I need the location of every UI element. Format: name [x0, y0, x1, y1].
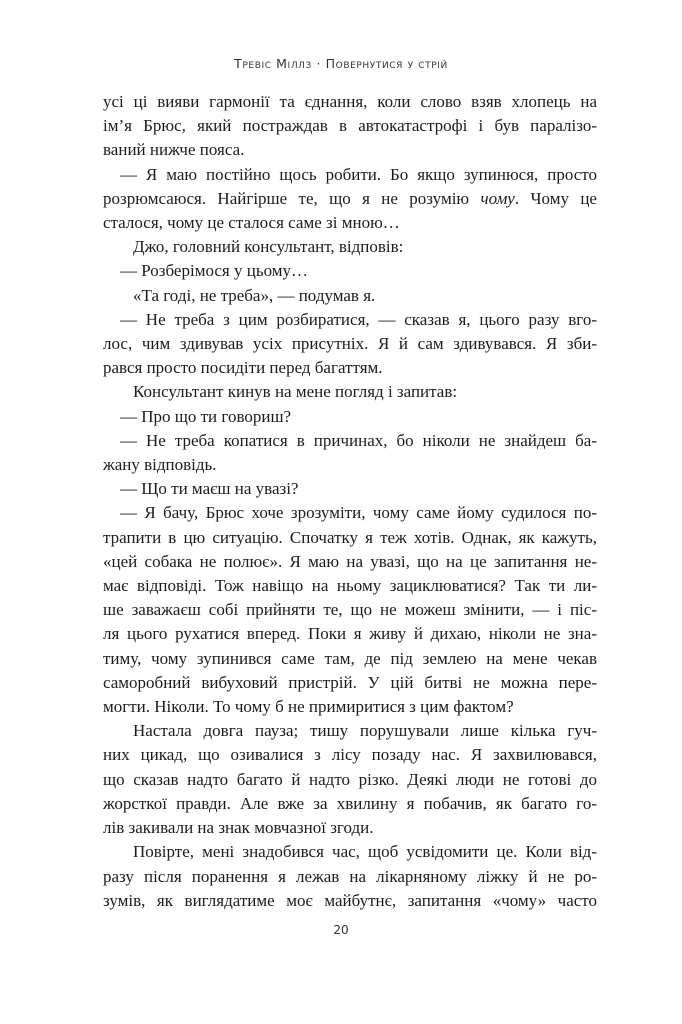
running-header: Тревіс Міллз · Повернутися у стрій: [234, 56, 448, 71]
text-line-content: рався просто посидіти перед багаттям.: [103, 358, 383, 378]
page-number: 20: [333, 923, 349, 937]
text-line: [103, 284, 597, 308]
text-line-content: — Я маю постійно щось робити. Бо якщо зупинюся, просто: [120, 164, 597, 184]
text-line: [103, 719, 597, 743]
text-line-content: лос, чим здивував усіх присутніх. Я й сам здивувався. Я зби-: [103, 334, 597, 354]
text-line-content: ім’я Брюс, який постраждав в автокатастрофі і був паралізо-: [103, 116, 597, 136]
text-line: [103, 211, 597, 235]
text-line-content: Джо, головний консультант, відповів:: [133, 237, 404, 257]
text-line: [103, 889, 597, 913]
text-line: [103, 235, 597, 259]
text-line-content: зумів, як виглядатиме моє майбутнє, запитання «чому» часто: [103, 890, 597, 910]
text-line-content: жану відповідь.: [103, 455, 217, 475]
text-line: [103, 114, 597, 138]
text-line: [103, 574, 597, 598]
text-line-content: «цей собака не полює». Я маю на увазі, що на це запитання не-: [103, 551, 597, 571]
text-line: [103, 308, 597, 332]
text-line-content: ше заважаєш собі прийняти те, що не можеш змінити, — і піс-: [103, 600, 597, 620]
text-line-content: — Не треба з цим розбиратися, — сказав я, цього разу вго-: [120, 309, 597, 329]
text-line-content: усі ці вияви гармонії та єднання, коли слово взяв хлопець на: [103, 92, 597, 111]
text-line: [103, 768, 597, 792]
text-line-content: — Я бачу, Брюс хоче зрозуміти, чому саме йому судилося по-: [120, 503, 597, 523]
text-line: [103, 647, 597, 671]
text-line-content: «Та годі, не треба», — подумав я.: [133, 285, 376, 305]
text-line: [103, 671, 597, 695]
text-line: [103, 380, 597, 404]
text-line: [103, 259, 597, 283]
text-line-content: могти. Ніколи. То чому б не примиритися з цим фактом?: [103, 697, 514, 717]
text-line-content: Настала довга пауза; тишу порушували лише кілька гуч-: [133, 721, 597, 741]
text-line-content: жорсткої правди. Але вже за хвилину я побачив, як багато го-: [103, 793, 597, 813]
text-line: [103, 429, 597, 453]
text-line-content: ваний нижче пояса.: [103, 140, 245, 160]
text-line-content: Консультант кинув на мене погляд і запитав:: [133, 382, 458, 402]
text-line: [103, 501, 597, 525]
text-line-content: тиму, чому зупинився саме там, де під землею на мене чекав: [103, 648, 597, 668]
text-line: [103, 405, 597, 429]
text-line: [103, 622, 597, 646]
text-line-content: що сказав надто багато й надто різко. Деякі люди не готові до: [103, 769, 597, 789]
text-line: [103, 526, 597, 550]
text-line: [103, 163, 597, 187]
text-line: [103, 865, 597, 889]
text-line: [103, 816, 597, 840]
text-line-content: — Що ти маєш на увазі?: [120, 479, 299, 499]
text-line: [103, 90, 597, 114]
text-line-content: — Не треба копатися в причинах, бо ніколи не знайдеш ба-: [120, 430, 597, 450]
text-line-continuation: . Чому це: [514, 188, 597, 208]
text-line-content: сталося, чому це сталося саме зі мною…: [103, 213, 400, 233]
text-line-content: ля цього рухатися вперед. Поки я живу й дихаю, ніколи не зна-: [103, 624, 597, 644]
body-text: [103, 90, 597, 913]
text-line: [103, 453, 597, 477]
text-line: [103, 840, 597, 864]
text-line: [103, 138, 597, 162]
text-line: [103, 332, 597, 356]
text-line-content: — Про що ти говориш?: [120, 406, 292, 426]
text-line-content: саморобний вибуховий пристрій. У цій битві не можна пере-: [103, 672, 597, 692]
text-line: [103, 792, 597, 816]
text-line-content: разу після поранення я лежав на лікарняному ліжку й не ро-: [103, 866, 597, 886]
text-line: [103, 356, 597, 380]
text-line: [103, 187, 597, 211]
text-line-content: трапити в цю ситуацію. Спочатку я теж хотів. Однак, як кажуть,: [103, 527, 597, 547]
italic-emphasis: чому: [480, 188, 515, 208]
text-line: [103, 477, 597, 501]
text-line-content: розрюмсаюся. Найгірше те, що я не розумію: [103, 188, 481, 208]
text-line: [103, 743, 597, 767]
text-line-content: Повірте, мені знадобився час, щоб усвідомити це. Коли від-: [133, 842, 597, 862]
text-line-content: має відповіді. Тож навіщо на ньому зациклюватися? Так ти ли-: [103, 576, 597, 596]
text-line-content: — Розберімося у цьому…: [120, 261, 309, 281]
text-line: [103, 598, 597, 622]
text-line-content: них цикад, що озивалися з лісу позаду нас. Я захвилювався,: [103, 745, 597, 765]
text-line: [103, 695, 597, 719]
text-line: [103, 550, 597, 574]
text-line-content: лів закивали на знак мовчазної згоди.: [103, 818, 374, 838]
